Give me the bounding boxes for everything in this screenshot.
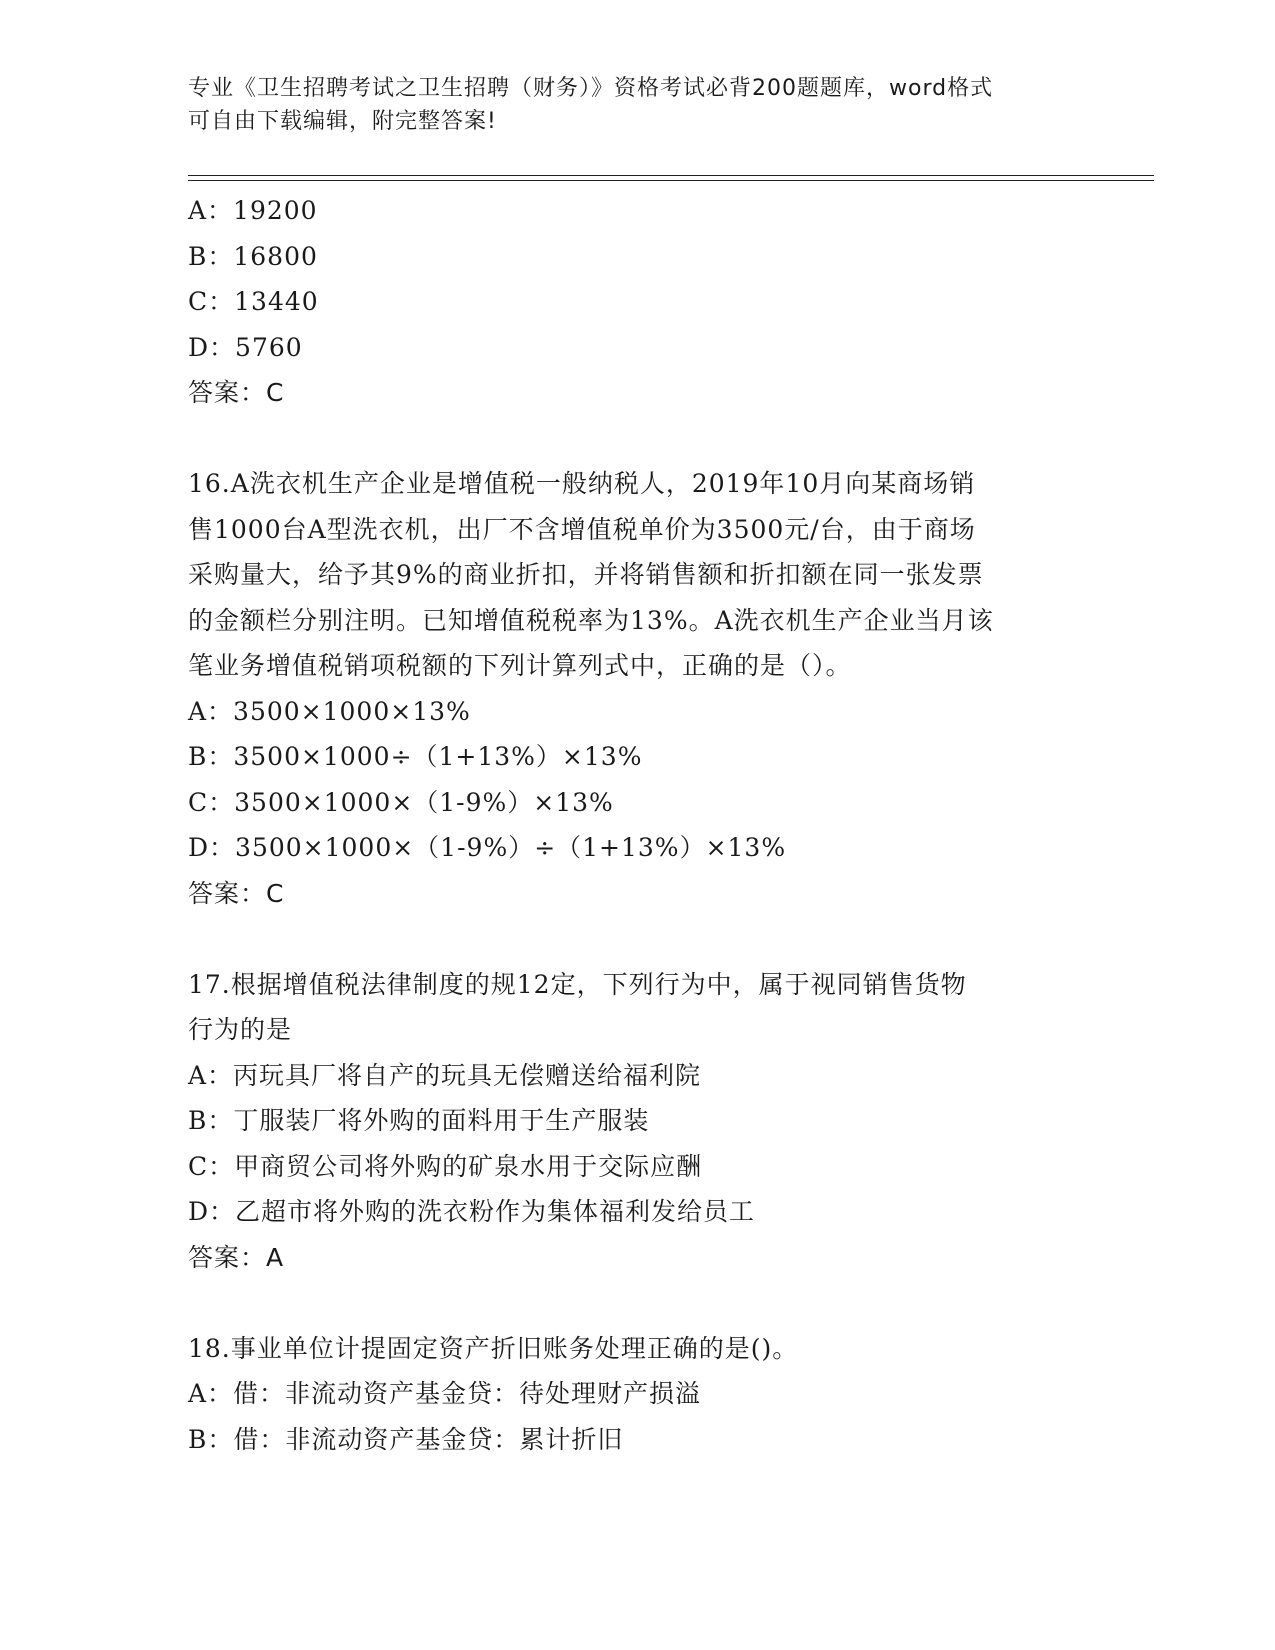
question-18 <box>188 1326 1088 1463</box>
question-content <box>188 188 1088 1462</box>
question-stem-line: 笔业务增值税销项税额的下列计算列式中，正确的是（）。 <box>188 651 852 680</box>
question-stem-line: 18.事业单位计提固定资产折旧账务处理正确的是()。 <box>188 1333 799 1363</box>
question-16 <box>188 461 1088 916</box>
option-b: B：3500×1000÷（1+13%）×13% <box>188 742 643 771</box>
spacer <box>188 416 1088 462</box>
option-a: A：3500×1000×13% <box>188 696 471 726</box>
header-divider-top <box>188 175 1154 176</box>
option-a: A：借：非流动资产基金贷：待处理财产损溢 <box>188 1379 702 1408</box>
option-d: D：乙超市将外购的洗衣粉作为集体福利发给员工 <box>188 1197 756 1226</box>
header-line-1: 专业《卫生招聘考试之卫生招聘（财务）》资格考试必背200题题库，word格式 <box>188 76 994 101</box>
question-15 <box>188 188 1088 416</box>
spacer <box>188 1280 1088 1326</box>
option-d: D：5760 <box>188 332 303 362</box>
spacer <box>188 916 1088 962</box>
option-b: B：借：非流动资产基金贷：累计折旧 <box>188 1424 624 1454</box>
answer-line: 答案：C <box>188 878 285 908</box>
question-stem-line: 17.根据增值税法律制度的规12定，下列行为中，属于视同销售货物 <box>188 969 967 999</box>
question-stem-line: 的金额栏分别注明。已知增值税税率为13%。A洗衣机生产企业当月该 <box>188 605 994 635</box>
answer-line: 答案：C <box>188 378 285 407</box>
option-b: B：16800 <box>188 241 318 271</box>
option-b: B：丁服装厂将外购的面料用于生产服装 <box>188 1106 650 1135</box>
option-a: A：丙玩具厂将自产的玩具无偿赠送给福利院 <box>188 1060 702 1090</box>
option-a: A：19200 <box>188 196 318 225</box>
option-c: C：3500×1000×（1-9%）×13% <box>188 787 614 817</box>
header-divider-bottom <box>188 180 1154 181</box>
question-stem-line: 16.A洗衣机生产企业是增值税一般纳税人，2019年10月向某商场销 <box>188 469 976 498</box>
document-header <box>188 72 1068 138</box>
question-stem-line: 售1000台A型洗衣机，出厂不含增值税单价为3500元/台，由于商场 <box>188 514 976 544</box>
header-line-2: 可自由下载编辑，附完整答案! <box>188 109 497 134</box>
question-stem-line: 行为的是 <box>188 1015 293 1044</box>
answer-line: 答案：A <box>188 1242 285 1272</box>
question-17 <box>188 962 1088 1281</box>
option-c: C：甲商贸公司将外购的矿泉水用于交际应酬 <box>188 1151 703 1181</box>
option-d: D：3500×1000×（1-9%）÷（1+13%）×13% <box>188 833 787 862</box>
question-stem-line: 采购量大，给予其9%的商业折扣，并将销售额和折扣额在同一张发票 <box>188 560 984 589</box>
option-c: C：13440 <box>188 287 319 316</box>
